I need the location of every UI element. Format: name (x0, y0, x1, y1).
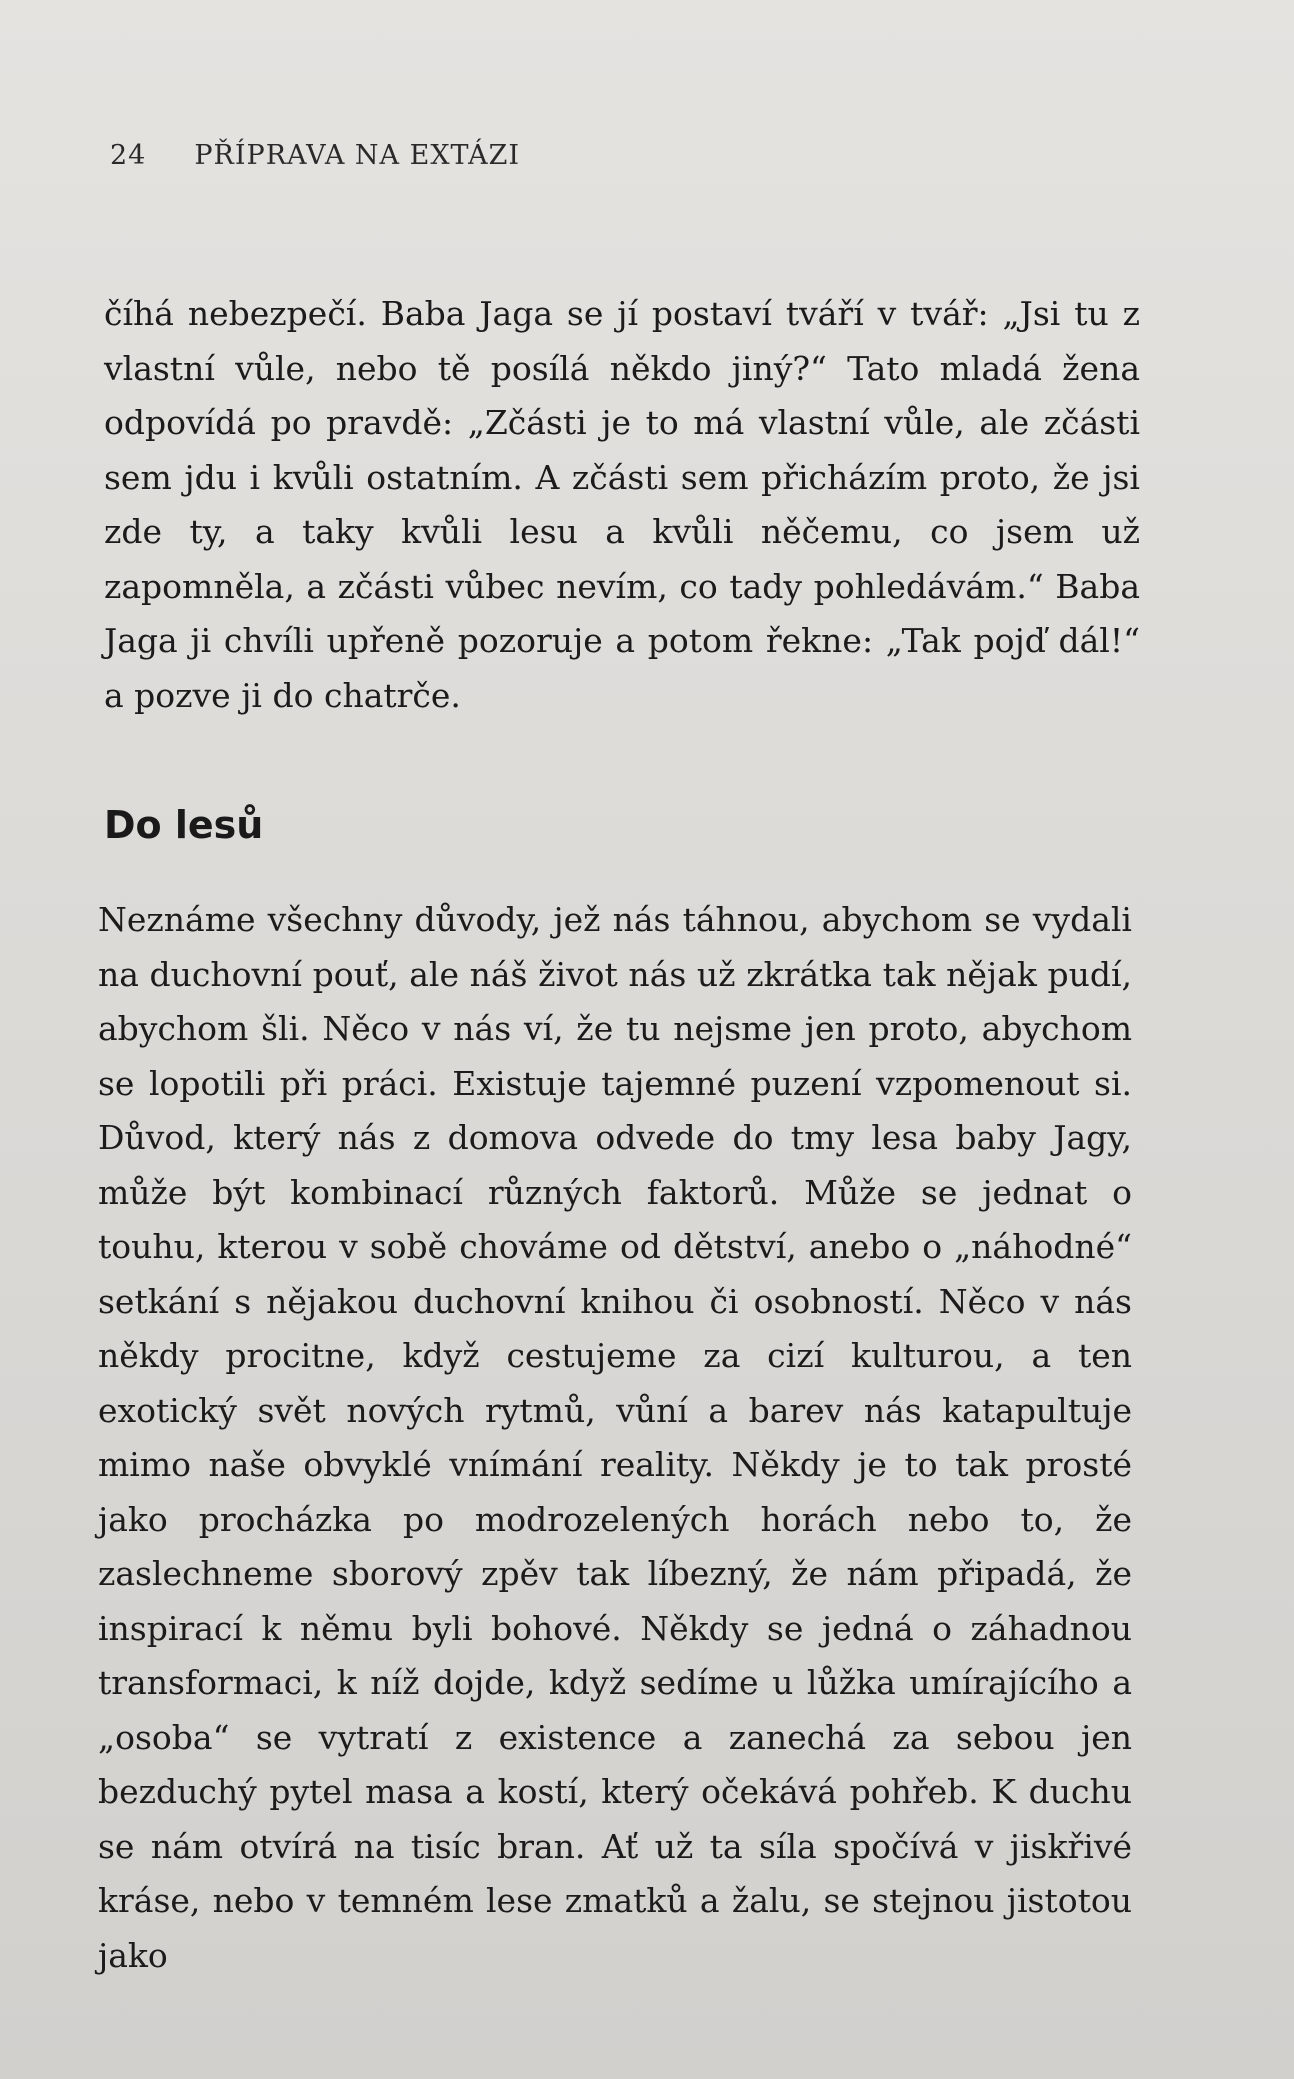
section-heading: Do lesů (104, 803, 264, 847)
body-text-section (98, 893, 1132, 1983)
running-title: PŘÍPRAVA NA EXTÁZI (194, 140, 521, 171)
running-header (110, 140, 520, 171)
page-number: 24 (110, 140, 147, 171)
paragraph-continuation: číhá nebezpečí. Baba Jaga se jí postaví tváří v tvář: „Jsi tu z vlastní vůle, nebo tě posílá někdo jiný?“ Tato mladá žena odpovídá po pravdě: „Zčásti je to má vlastní vůle, ale zčásti sem jdu i kvůli ostatním. A zčásti sem přicházím proto, že jsi zde ty, a taky kvůli lesu a kvůli něčemu, co jsem už zapomněla, a zčásti vůbec nevím, co tady pohledávám.“ Baba Jaga ji chvíli upřeně pozoruje a potom řekne: „Tak pojď dál!“ a pozve ji do chatrče. (104, 294, 1140, 715)
body-text-top (104, 287, 1140, 723)
section-paragraph: Neznáme všechny důvody, jež nás táhnou, abychom se vydali na duchovní pouť, ale náš život nás už zkrátka tak nějak pudí, abychom šli. Něco v nás ví, že tu nejsme jen proto, abychom se lopotili při práci. Existuje tajemné puzení vzpomenout si. Důvod, který nás z domova odvede do tmy lesa baby Jagy, může být kombinací různých faktorů. Může se jednat o touhu, kterou v sobě chováme od dětství, anebo o „náhodné“ setkání s nějakou duchovní knihou či osobností. Něco v nás někdy procitne, když cestujeme za cizí kulturou, a ten exotický svět nových rytmů, vůní a barev nás katapultuje mimo naše obvyklé vnímání reality. Někdy je to tak prosté jako procházka po modrozelených horách nebo to, že zaslechneme sborový zpěv tak líbezný, že nám připadá, že inspirací k němu byli bohové. Někdy se jedná o záhadnou transformaci, k níž dojde, když sedíme u lůžka umírajícího a „osoba“ se vytratí z existence a zanechá za sebou jen bezduchý pytel masa a kostí, který očekává pohřeb. K duchu se nám otvírá na tisíc bran. Ať už ta síla spočívá v jiskřivé kráse, nebo v temném lese zmatků a žalu, se stejnou jistotou jako (98, 900, 1132, 1975)
